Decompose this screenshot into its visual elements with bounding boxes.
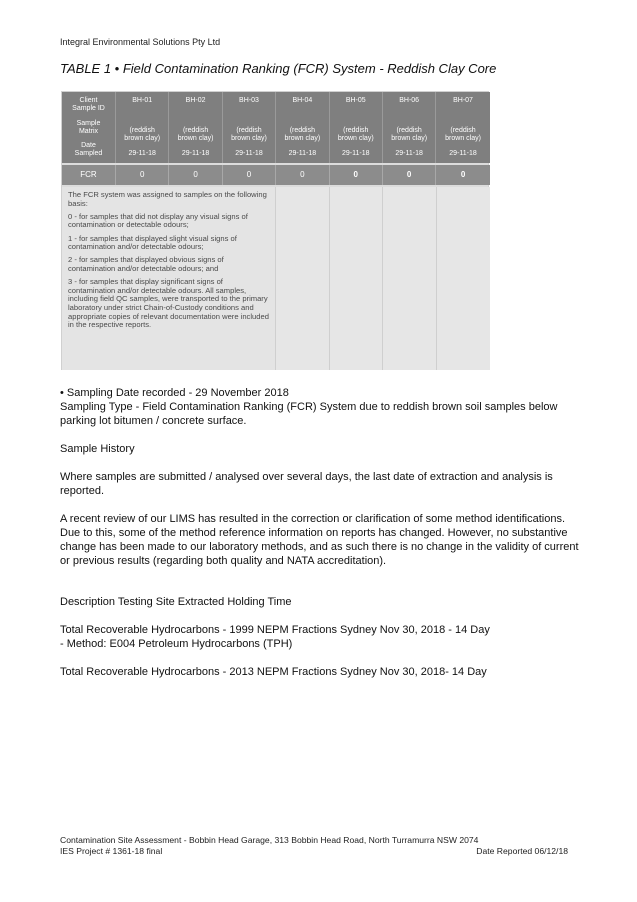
- sample-id: BH-03: [239, 97, 259, 104]
- label-date: Date: [81, 142, 96, 149]
- sampling-date: • Sampling Date recorded - 29 November 2018: [60, 387, 289, 399]
- sample-matrix: (reddish: [289, 127, 316, 134]
- label-sample: Sample: [76, 120, 101, 127]
- fcr-value: 0: [330, 165, 383, 185]
- sample-matrix: brown clay): [391, 134, 428, 142]
- footer-date-reported: Date Reported 06/12/18: [476, 846, 568, 856]
- footer-site: Contamination Site Assessment - Bobbin Head Garage, 313 Bobbin Head Road, North Turramurra NSW 2074: [60, 835, 479, 845]
- fcr-value: 0: [116, 165, 169, 185]
- fcr-value: 0: [460, 170, 466, 179]
- sample-date: 29-11-18: [395, 150, 423, 157]
- footer-project-line: [60, 846, 568, 856]
- fcr-notes: [62, 187, 276, 370]
- row-labels-cell: [62, 92, 116, 163]
- trh-1999-method: - Method: E004 Petroleum Hydrocarbons (TPH): [60, 638, 293, 650]
- sample-date: 29-11-18: [235, 150, 263, 157]
- sample-matrix: brown clay): [124, 134, 161, 142]
- note-paragraph: 0 - for samples that did not display any visual signs of contamination or detectable odours;: [68, 211, 248, 230]
- note-paragraph: 1 - for samples that displayed slight visual signs of contamination and/or detectable odours;: [68, 233, 237, 252]
- sample-date: 29-11-18: [128, 150, 156, 157]
- sample-header-cell: [223, 92, 276, 163]
- sample-date: 29-11-18: [181, 150, 210, 157]
- sample-id: BH-04: [292, 97, 313, 104]
- sample-header-cell: [276, 92, 329, 163]
- fcr-table: [61, 91, 489, 370]
- trh-2013: Total Recoverable Hydrocarbons - 2013 NEPM Fractions Sydney Nov 30, 2018- 14 Day: [60, 666, 487, 678]
- lims-note: A recent review of our LIMS has resulted in the correction or clarification of some method identifications. Due to this, some of the method reference information on reports has changed. However, no substantive change has been made to our laboratory methods, and as such there is no change in the validity of current or previous results (regarding both quality and NATA accreditation).: [60, 513, 579, 567]
- trh-1999: Total Recoverable Hydrocarbons - 1999 NEPM Fractions Sydney Nov 30, 2018 - 14 Day: [60, 624, 490, 636]
- notes-row: [62, 187, 490, 370]
- sample-date: 29-11-18: [288, 150, 317, 157]
- note-paragraph: The FCR system was assigned to samples on the following basis:: [68, 190, 267, 208]
- sample-matrix: brown clay): [231, 134, 267, 142]
- footer-project: IES Project # 1361-18 final: [60, 846, 163, 856]
- sample-matrix: (reddish: [182, 127, 209, 134]
- sample-header-cell: [330, 92, 383, 163]
- sample-id: BH-02: [185, 97, 206, 104]
- fcr-value: 0: [276, 165, 329, 185]
- sample-matrix: brown clay): [445, 134, 481, 142]
- label-sample-id: Sample ID: [72, 104, 105, 112]
- sample-header-cell: [383, 92, 436, 163]
- table-header-row: [62, 92, 490, 163]
- empty-cell: [330, 187, 384, 370]
- sample-matrix: (reddish: [396, 127, 422, 134]
- sample-id: BH-01: [132, 97, 153, 104]
- label-client: Client: [79, 97, 98, 104]
- company-name: Integral Environmental Solutions Pty Ltd: [60, 37, 221, 47]
- sample-matrix: (reddish: [236, 127, 262, 134]
- fcr-value: 0: [223, 165, 276, 185]
- note-paragraph: 2 - for samples that displayed obvious signs of contamination and/or detectable odours; and: [68, 255, 224, 273]
- fcr-row: [62, 165, 490, 185]
- columns-heading: Description Testing Site Extracted Holding Time: [60, 596, 292, 608]
- extraction-note: Where samples are submitted / analysed over several days, the last date of extraction and analysis is reported.: [60, 471, 553, 497]
- sample-id: BH-06: [399, 97, 420, 104]
- sample-id: BH-07: [453, 97, 473, 104]
- fcr-value: 0: [169, 165, 222, 185]
- sample-header-cell: [436, 92, 489, 163]
- sample-matrix: (reddish: [129, 127, 155, 134]
- sampling-type: Sampling Type - Field Contamination Ranking (FCR) System due to reddish brown soil samples below parking lot bitumen / concrete surface.: [60, 401, 558, 427]
- sample-matrix: (reddish: [343, 127, 369, 134]
- sample-matrix: (reddish: [450, 127, 476, 134]
- fcr-value: 0: [383, 165, 436, 185]
- fcr-label: FCR: [62, 165, 116, 185]
- sample-matrix: brown clay): [337, 134, 374, 142]
- sample-id: BH-05: [345, 97, 366, 104]
- empty-cell: [437, 187, 491, 370]
- sample-matrix: brown clay): [177, 134, 214, 142]
- label-sampled: Sampled: [74, 150, 103, 157]
- empty-cell: [383, 187, 437, 370]
- note-paragraph: 3 - for samples that display significant signs of contamination and/or detectable odours. All samples, including field QC samples, were transported to the primary laboratory under strict Chain-of-Custody conditions and appropriate copies of relevant documentation were included in the respective reports.: [68, 277, 269, 330]
- sample-header-cell: [169, 92, 222, 163]
- empty-cell: [276, 187, 330, 370]
- label-matrix: Matrix: [78, 127, 99, 135]
- table-title: TABLE 1 • Field Contamination Ranking (FCR) System - Reddish Clay Core: [60, 61, 497, 76]
- sample-history-heading: Sample History: [60, 443, 135, 455]
- sample-date: 29-11-18: [449, 150, 477, 157]
- sample-matrix: brown clay): [284, 134, 321, 142]
- sample-date: 29-11-18: [342, 150, 370, 157]
- sample-header-cell: [116, 92, 169, 163]
